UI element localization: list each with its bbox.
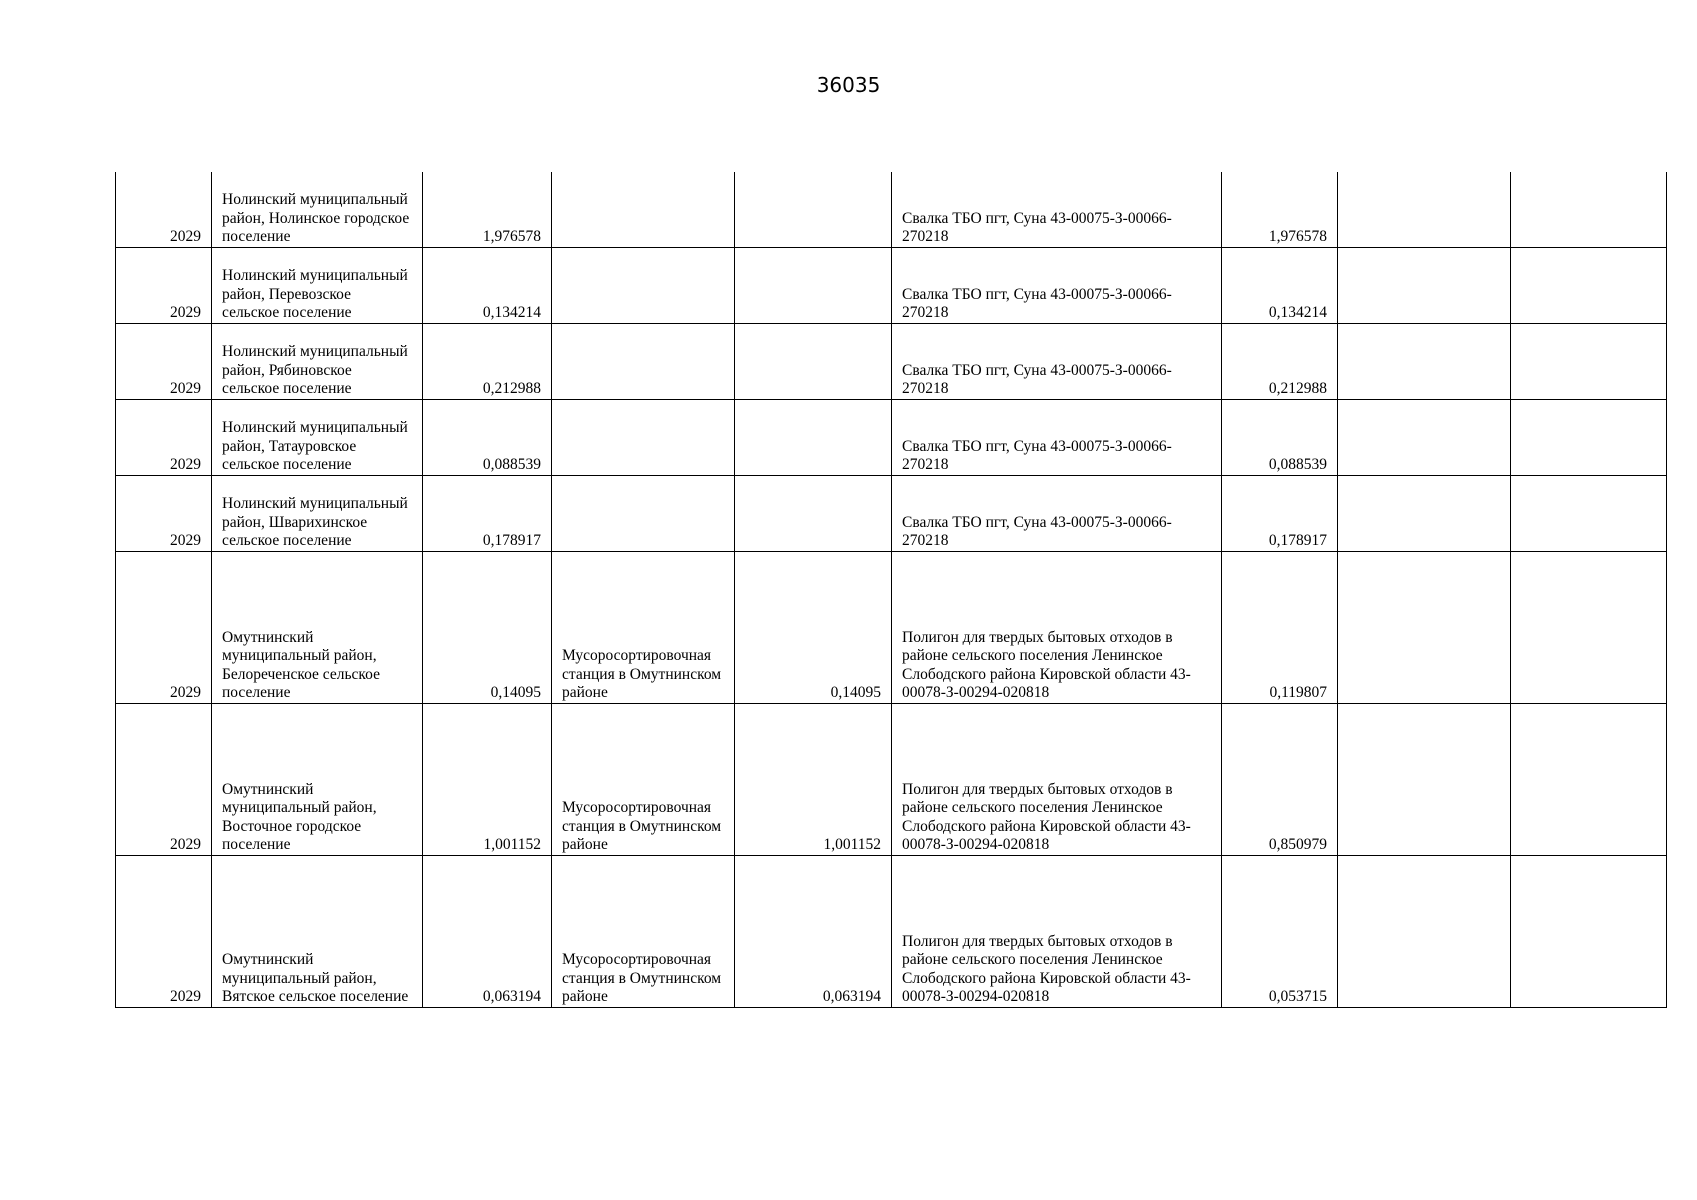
empty-cell — [1338, 248, 1511, 324]
territory-cell: Нолинский муниципальный район, Шварихинское сельское поселение — [212, 476, 423, 552]
transfer-object-cell — [552, 476, 735, 552]
destination-volume-cell: 0,178917 — [1222, 476, 1338, 552]
year-cell: 2029 — [116, 324, 212, 400]
destination-volume-cell: 0,850979 — [1222, 704, 1338, 856]
year-cell: 2029 — [116, 172, 212, 248]
year-cell: 2029 — [116, 704, 212, 856]
destination-volume-cell: 1,976578 — [1222, 172, 1338, 248]
page-number: 36035 — [816, 73, 881, 97]
year-cell: 2029 — [116, 476, 212, 552]
year-cell: 2029 — [116, 856, 212, 1008]
transfer-volume-cell — [735, 324, 892, 400]
year-cell: 2029 — [116, 400, 212, 476]
transfer-volume-cell: 1,001152 — [735, 704, 892, 856]
empty-cell — [1511, 400, 1667, 476]
transfer-volume-cell: 0,14095 — [735, 552, 892, 704]
empty-cell — [1511, 324, 1667, 400]
destination-volume-cell: 0,212988 — [1222, 324, 1338, 400]
empty-cell — [1338, 400, 1511, 476]
territory-cell: Омутнинский муниципальный район, Вятское сельское поселение — [212, 856, 423, 1008]
empty-cell — [1338, 476, 1511, 552]
transfer-object-cell: Мусоросортировочная станция в Омутнинском районе — [552, 704, 735, 856]
destination-cell: Свалка ТБО пгт, Суна 43-00075-З-00066-270218 — [892, 324, 1222, 400]
destination-cell: Свалка ТБО пгт, Суна 43-00075-З-00066-270218 — [892, 476, 1222, 552]
empty-cell — [1338, 856, 1511, 1008]
destination-cell: Свалка ТБО пгт, Суна 43-00075-З-00066-270218 — [892, 172, 1222, 248]
empty-cell — [1338, 704, 1511, 856]
waste-flow-table — [115, 172, 1667, 1008]
transfer-object-cell — [552, 324, 735, 400]
transfer-object-cell — [552, 248, 735, 324]
empty-cell — [1511, 704, 1667, 856]
volume-cell: 1,976578 — [423, 172, 552, 248]
volume-cell: 0,14095 — [423, 552, 552, 704]
destination-cell: Полигон для твердых бытовых отходов в районе сельского поселения Ленинское Слободского района Кировской области 43-00078-З-00294-020818 — [892, 552, 1222, 704]
table-row — [116, 324, 1667, 400]
volume-cell: 0,178917 — [423, 476, 552, 552]
volume-cell: 0,212988 — [423, 324, 552, 400]
territory-cell: Омутнинский муниципальный район, Белореченское сельское поселение — [212, 552, 423, 704]
empty-cell — [1511, 172, 1667, 248]
destination-cell: Полигон для твердых бытовых отходов в районе сельского поселения Ленинское Слободского района Кировской области 43-00078-З-00294-020818 — [892, 704, 1222, 856]
transfer-volume-cell — [735, 400, 892, 476]
destination-volume-cell: 0,119807 — [1222, 552, 1338, 704]
table-row — [116, 856, 1667, 1008]
table-row — [116, 172, 1667, 248]
transfer-object-cell: Мусоросортировочная станция в Омутнинском районе — [552, 552, 735, 704]
transfer-object-cell — [552, 172, 735, 248]
table-row — [116, 476, 1667, 552]
destination-volume-cell: 0,053715 — [1222, 856, 1338, 1008]
volume-cell: 0,134214 — [423, 248, 552, 324]
table-row — [116, 704, 1667, 856]
territory-cell: Нолинский муниципальный район, Татауровское сельское поселение — [212, 400, 423, 476]
year-cell: 2029 — [116, 248, 212, 324]
table-row — [116, 400, 1667, 476]
transfer-volume-cell — [735, 172, 892, 248]
empty-cell — [1511, 248, 1667, 324]
transfer-volume-cell — [735, 476, 892, 552]
year-cell: 2029 — [116, 552, 212, 704]
empty-cell — [1338, 552, 1511, 704]
table-row — [116, 248, 1667, 324]
destination-cell: Свалка ТБО пгт, Суна 43-00075-З-00066-270218 — [892, 400, 1222, 476]
volume-cell: 0,088539 — [423, 400, 552, 476]
territory-cell: Нолинский муниципальный район, Нолинское городское поселение — [212, 172, 423, 248]
destination-cell: Полигон для твердых бытовых отходов в районе сельского поселения Ленинское Слободского района Кировской области 43-00078-З-00294-020818 — [892, 856, 1222, 1008]
destination-cell: Свалка ТБО пгт, Суна 43-00075-З-00066-270218 — [892, 248, 1222, 324]
empty-cell — [1511, 476, 1667, 552]
transfer-volume-cell — [735, 248, 892, 324]
empty-cell — [1511, 856, 1667, 1008]
territory-cell: Нолинский муниципальный район, Перевозское сельское поселение — [212, 248, 423, 324]
transfer-volume-cell: 0,063194 — [735, 856, 892, 1008]
volume-cell: 0,063194 — [423, 856, 552, 1008]
table-row — [116, 552, 1667, 704]
destination-volume-cell: 0,134214 — [1222, 248, 1338, 324]
territory-cell: Омутнинский муниципальный район, Восточное городское поселение — [212, 704, 423, 856]
transfer-object-cell: Мусоросортировочная станция в Омутнинском районе — [552, 856, 735, 1008]
volume-cell: 1,001152 — [423, 704, 552, 856]
transfer-object-cell — [552, 400, 735, 476]
empty-cell — [1511, 552, 1667, 704]
empty-cell — [1338, 324, 1511, 400]
destination-volume-cell: 0,088539 — [1222, 400, 1338, 476]
empty-cell — [1338, 172, 1511, 248]
territory-cell: Нолинский муниципальный район, Рябиновское сельское поселение — [212, 324, 423, 400]
